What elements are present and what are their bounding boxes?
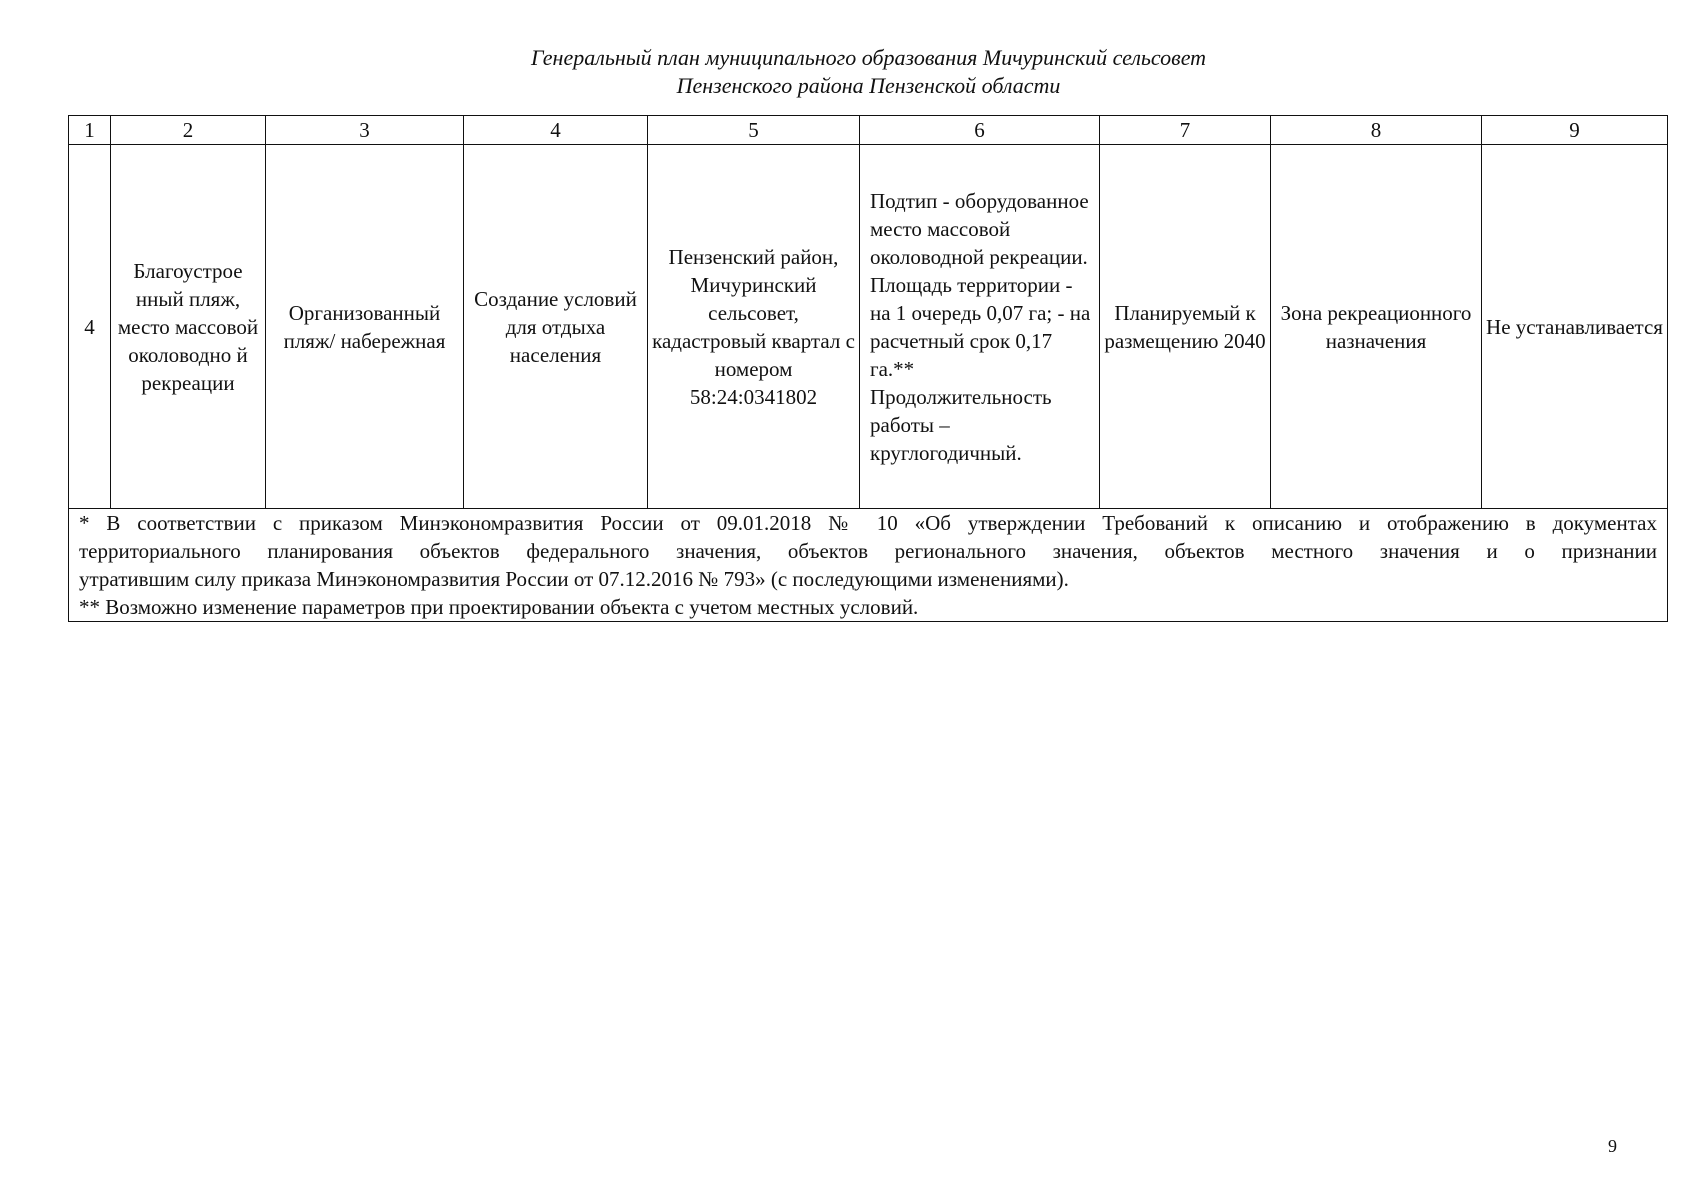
footnote-cell <box>69 509 1668 622</box>
footnote-1-line-1: * В соответствии с приказом Минэкономразвития России от 09.01.2018 № 10 «Об утверждении Требований к описанию и отображению в документах <box>79 511 1657 535</box>
characteristics-cell: Подтип - оборудованное место массовой околоводной рекреации. Площадь территории - на 1 очередь 0,07 га; - на расчетный срок 0,17 га.** Продолжительность работы – круглогодичный. <box>860 145 1100 509</box>
footnote-1-line-2: территориального планирования объектов федерального значения, объектов регионального значения, объектов местного значения и о признании <box>79 539 1657 563</box>
footnote-1-line-3: утратившим силу приказа Минэкономразвития России от 07.12.2016 № 793» (с последующими изменениями). <box>79 567 1069 591</box>
column-number: 7 <box>1100 116 1271 145</box>
column-number: 4 <box>464 116 648 145</box>
column-number: 8 <box>1271 116 1482 145</box>
document-header <box>0 44 1697 100</box>
footnote-2: ** Возможно изменение параметров при проектировании объекта с учетом местных условий. <box>79 595 919 619</box>
planning-table <box>68 115 1668 622</box>
zone-cell: Зона рекреационного назначения <box>1271 145 1482 509</box>
status-cell: Планируемый к размещению 2040 <box>1100 145 1271 509</box>
footnote-row <box>69 509 1668 622</box>
table-row <box>69 145 1668 509</box>
column-number-row <box>69 116 1668 145</box>
column-number: 6 <box>860 116 1100 145</box>
row-number-cell: 4 <box>69 145 111 509</box>
object-type-cell: Организованный пляж/ набережная <box>266 145 464 509</box>
purpose-cell: Создание условий для отдыха населения <box>464 145 648 509</box>
column-number: 1 <box>69 116 111 145</box>
restriction-zone-cell: Не устанавливается <box>1482 145 1668 509</box>
column-number: 5 <box>648 116 860 145</box>
column-number: 2 <box>111 116 266 145</box>
column-number: 9 <box>1482 116 1668 145</box>
column-number: 3 <box>266 116 464 145</box>
object-name-cell: Благоустрое нный пляж, место массовой околоводно й рекреации <box>111 145 266 509</box>
header-title-line-2: Пензенского района Пензенской области <box>676 73 1061 98</box>
page-number: 9 <box>1608 1136 1617 1156</box>
location-cell: Пензенский район, Мичуринский сельсовет, кадастровый квартал с номером 58:24:0341802 <box>648 145 860 509</box>
header-title-line-1: Генеральный план муниципального образования Мичуринский сельсовет <box>530 45 1207 70</box>
